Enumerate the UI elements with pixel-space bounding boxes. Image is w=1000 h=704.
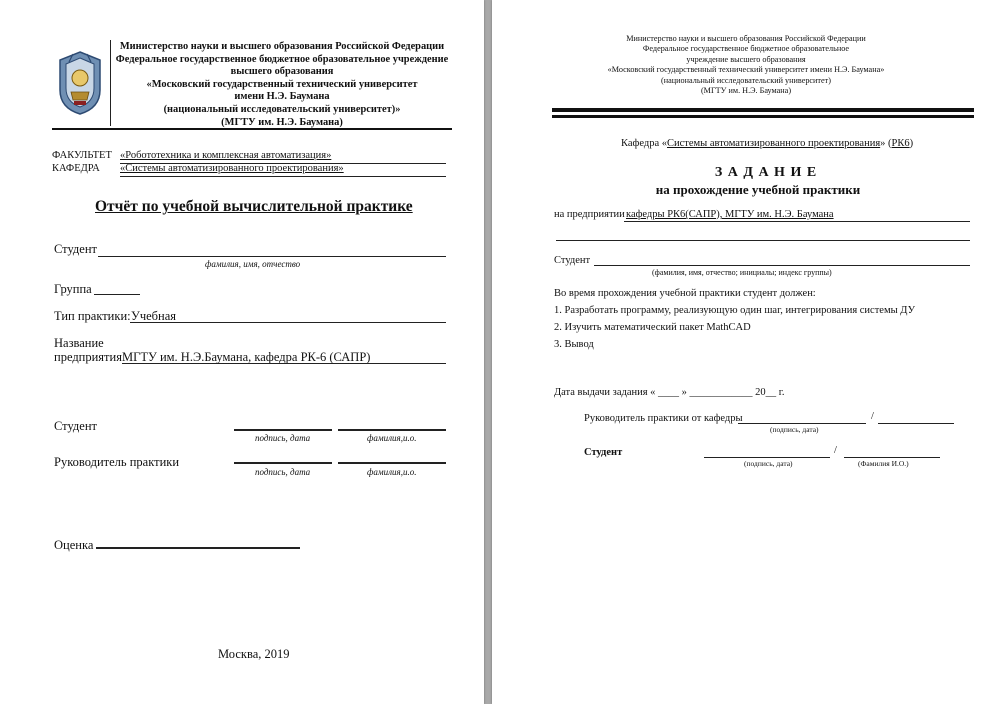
student-label: Студент: [54, 242, 97, 256]
practice-type-line: [130, 322, 446, 323]
student-caption: (фамилия, имя, отчество; инициалы; индекс группы): [652, 268, 832, 277]
org-label-line-2: предприятия: [54, 350, 122, 364]
department-value: Системы автоматизированного проектирования: [666, 138, 881, 149]
student-sign-label: Студент: [584, 447, 623, 458]
department-code: РК6: [891, 138, 910, 149]
sign-caption: подпись, дата: [255, 433, 311, 443]
header-line: Министерство науки и высшего образования Российской Федерации: [626, 34, 866, 43]
student-sign-caption: (подпись, дата): [744, 459, 793, 468]
department-underline: [120, 176, 446, 177]
org-line: [122, 363, 446, 364]
practice-type-label: Тип практики:: [54, 309, 131, 323]
header-line: учреждение высшего образования: [686, 54, 806, 64]
faculty-value: «Робототехника и комплексная автоматизация»: [120, 150, 332, 161]
sign-supervisor-label: Руководитель практики: [54, 455, 180, 469]
header-line: (национальный исследовательский университет)»: [163, 103, 401, 115]
city-year: Москва, 2019: [218, 647, 290, 661]
header-line: (МГТУ им. Н.Э. Баумана): [700, 86, 792, 96]
assignment-title: З А Д А Н И Е: [714, 165, 818, 180]
group-line: [94, 294, 140, 295]
enterprise-line: [624, 221, 970, 222]
tasks-intro: Во время прохождения учебной практики студент должен:: [554, 288, 816, 299]
sign-caption: подпись, дата: [255, 467, 311, 477]
practice-type-value: Учебная: [131, 309, 177, 323]
issue-date: Дата выдачи задания « ____ » ____________ 20__ г.: [554, 387, 785, 398]
department-label: КАФЕДРА: [52, 163, 100, 174]
student-signature-line: [234, 429, 332, 431]
assignment-subtitle: на прохождение учебной практики: [655, 182, 861, 197]
supervisor-label: Руководитель практики от кафедры: [584, 413, 743, 424]
header-divider: [52, 128, 452, 130]
university-header: [52, 40, 452, 128]
department-suffix: ): [909, 138, 914, 149]
department-prefix: Кафедра «: [621, 138, 667, 149]
department-value: «Системы автоматизированного проектирования»: [120, 163, 344, 174]
student-line: [594, 265, 970, 266]
slash: /: [834, 445, 837, 456]
grade-label: Оценка: [54, 538, 94, 552]
emblem-cell: [52, 40, 111, 126]
student-name-sign-line: [338, 429, 446, 431]
supervisor-signature-line: [234, 462, 332, 464]
supervisor-name-line: [338, 462, 446, 464]
student-label: Студент: [554, 255, 591, 266]
task-item: 1. Разработать программу, реализующую один шаг, интегрирования системы ДУ: [554, 305, 916, 316]
student-signature-line: [704, 457, 830, 458]
student-name-caption: (Фамилия И.О.): [858, 459, 909, 468]
report-cover-page: [0, 0, 484, 704]
enterprise-line-2: [556, 240, 970, 241]
student-name-line: [98, 256, 446, 257]
slash: /: [871, 411, 874, 422]
header-line: «Московский государственный технический университет: [146, 78, 418, 90]
header-line: имени Н.Э. Баумана: [234, 91, 330, 103]
header-double-rule-bottom: [552, 115, 974, 118]
department-suffix: » (: [880, 138, 892, 149]
header-line: высшего образования: [230, 66, 334, 78]
grade-line: [96, 547, 300, 549]
supervisor-caption: (подпись, дата): [770, 425, 819, 434]
student-caption: фамилия, имя, отчество: [205, 259, 301, 269]
enterprise-value: кафедры РК6(САПР), МГТУ им. Н.Э. Баумана: [626, 209, 834, 220]
report-title: Отчёт по учебной вычислительной практике: [95, 198, 413, 215]
supervisor-name-line: [878, 423, 954, 424]
student-name-line: [844, 457, 940, 458]
department-line: [621, 138, 913, 149]
header-line: «Московский государственный технический университет имени Н.Э. Баумана»: [607, 65, 885, 75]
task-item: 2. Изучить математический пакет MathCAD: [554, 322, 751, 333]
supervisor-signature-line: [738, 423, 866, 424]
header-line: (МГТУ им. Н.Э. Баумана): [221, 116, 343, 128]
faculty-label: ФАКУЛЬТЕТ: [52, 150, 112, 161]
assignment-page: [492, 0, 1000, 704]
org-label-line-1: Название: [54, 336, 104, 350]
assignment-header: [492, 34, 1000, 96]
task-item: 3. Вывод: [554, 339, 594, 350]
group-label: Группа: [54, 282, 92, 296]
header-double-rule-top: [552, 108, 974, 112]
header-line: Министерство науки и высшего образования Российской Федерации: [119, 41, 445, 52]
name-caption: фамилия,и.о.: [367, 467, 417, 477]
name-caption: фамилия,и.о.: [367, 433, 417, 443]
university-emblem-icon: [57, 50, 103, 116]
header-line: (национальный исследовательский университет): [661, 75, 831, 85]
header-line: Федеральное государственное бюджетное образовательное учреждение: [115, 53, 449, 65]
sign-student-label: Студент: [54, 419, 97, 433]
enterprise-label: на предприятии: [554, 209, 625, 220]
header-line: Федеральное государственное бюджетное образовательное: [642, 44, 850, 54]
university-header-text: [114, 41, 450, 129]
org-value: МГТУ им. Н.Э.Баумана, кафедра РК-6 (САПР): [122, 350, 371, 364]
